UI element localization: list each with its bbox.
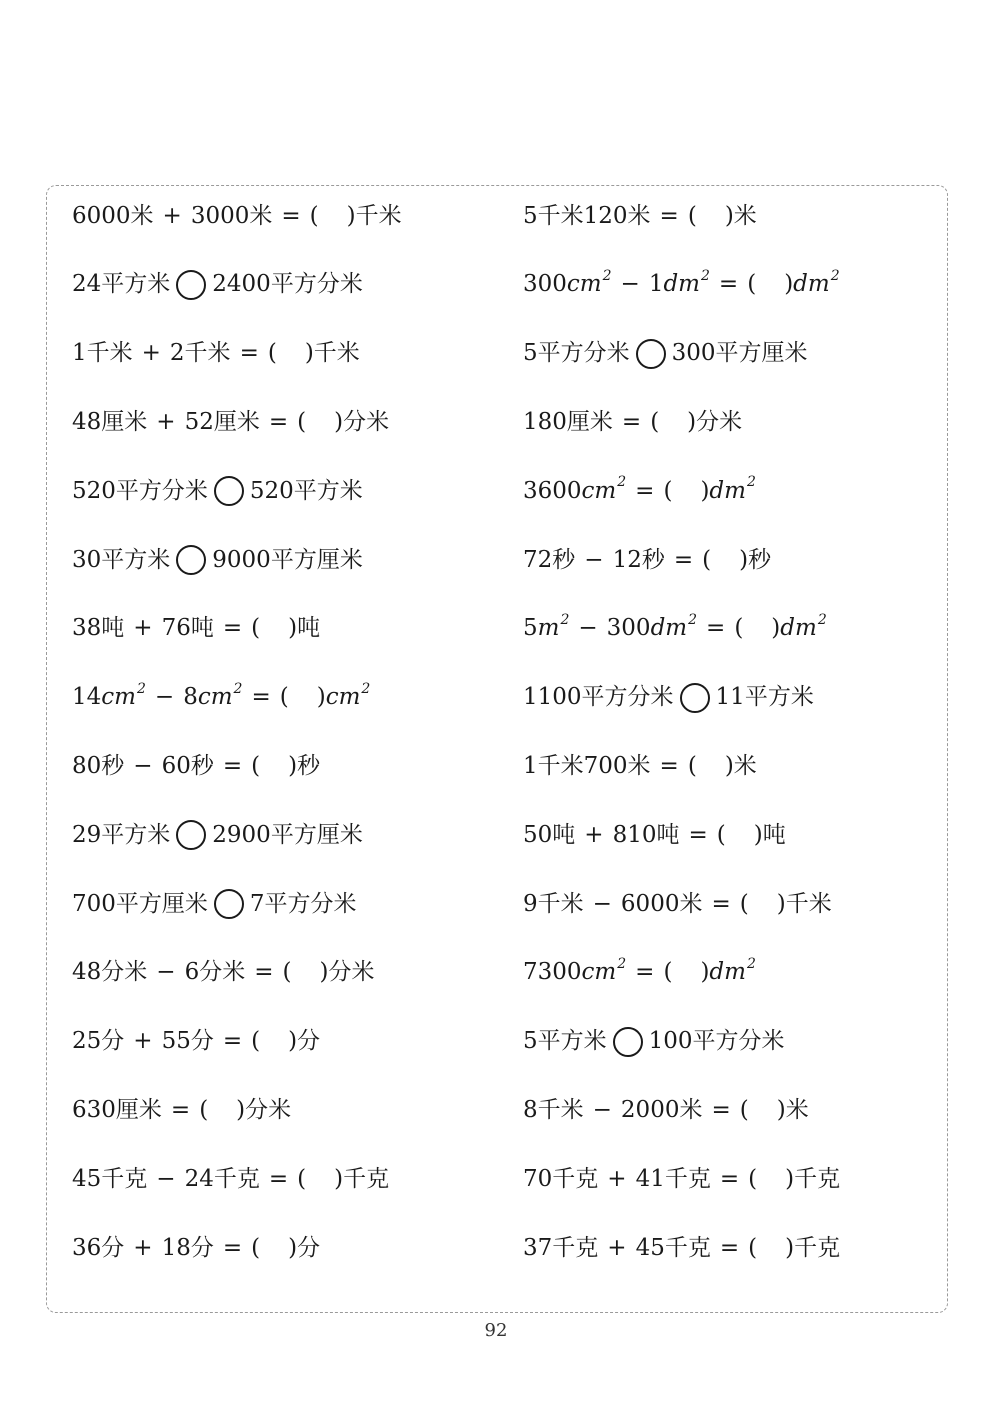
- operator: −: [156, 1165, 176, 1192]
- term-text: 45千克: [72, 1165, 148, 1192]
- unit-exponent: 2: [136, 680, 146, 697]
- term-text: ): [700, 477, 710, 504]
- compare-circle[interactable]: [176, 820, 206, 850]
- operator: +: [607, 1165, 627, 1192]
- term-text: )分: [288, 1234, 321, 1261]
- unit: [709, 474, 756, 504]
- term-text: (: [663, 477, 673, 504]
- term-text: 60秒: [161, 752, 214, 779]
- operator: =: [718, 271, 739, 298]
- operator: =: [222, 752, 243, 779]
- term-text: 3600: [523, 477, 582, 504]
- operator: =: [711, 1096, 731, 1123]
- operator: =: [635, 477, 655, 504]
- exercise-left-12: [72, 953, 374, 993]
- compare-circle[interactable]: [680, 683, 710, 713]
- operator: =: [659, 752, 679, 779]
- unit-exponent: 2: [617, 955, 627, 972]
- unit-text: dm: [663, 271, 700, 298]
- unit: [793, 267, 840, 298]
- term-text: )千米: [346, 202, 402, 229]
- operator: =: [222, 1028, 243, 1055]
- exercise-left-4: [72, 402, 389, 442]
- term-text: )分米: [334, 408, 390, 435]
- unit: [325, 680, 371, 711]
- exercise-left-10: [72, 815, 363, 855]
- term-text: (: [716, 821, 726, 848]
- term-text: 300: [523, 271, 567, 298]
- operator: =: [659, 202, 679, 229]
- term-text: 1100平方分米: [523, 684, 674, 711]
- term-text: (: [251, 615, 261, 642]
- operator: +: [133, 1028, 153, 1055]
- unit: [101, 680, 146, 711]
- unit: [581, 955, 627, 986]
- term-text: 36分: [72, 1234, 125, 1261]
- term-text: 72秒: [523, 546, 576, 573]
- term-text: ): [771, 615, 781, 642]
- exercise-right-8: [523, 678, 814, 718]
- exercise-right-11: [523, 884, 832, 924]
- operator: =: [673, 546, 694, 573]
- operator: =: [268, 408, 289, 435]
- term-text: 70千克: [523, 1165, 599, 1192]
- unit-text: cm: [197, 684, 233, 711]
- operator: =: [635, 959, 655, 986]
- term-text: 1: [648, 271, 664, 298]
- exercise-right-2: [523, 265, 840, 305]
- operator: =: [222, 1234, 243, 1261]
- term-text: 1千米: [72, 340, 133, 367]
- unit-text: cm: [325, 684, 361, 711]
- compare-circle[interactable]: [613, 1027, 643, 1057]
- operator: =: [621, 408, 642, 435]
- term-text: 6分米: [184, 959, 246, 986]
- unit-text: dm: [709, 959, 746, 986]
- term-text: (: [297, 408, 307, 435]
- unit: [581, 474, 627, 504]
- unit: [197, 680, 243, 711]
- term-text: 2千米: [169, 340, 231, 367]
- term-text: )米: [724, 752, 757, 779]
- term-text: 700平方厘米: [72, 890, 208, 917]
- operator: =: [222, 615, 243, 642]
- unit-text: cm: [581, 959, 617, 986]
- unit-exponent: 2: [701, 267, 710, 284]
- operator: +: [133, 1234, 153, 1261]
- exercise-right-10: [523, 815, 786, 855]
- unit: [537, 611, 570, 642]
- unit-exponent: 2: [361, 680, 371, 697]
- term-text: 1千米700米: [523, 752, 651, 779]
- compare-circle[interactable]: [636, 339, 666, 369]
- unit: [709, 955, 756, 986]
- unit-exponent: 2: [233, 680, 243, 697]
- term-text: )千克: [785, 1234, 841, 1261]
- term-text: (: [282, 959, 292, 986]
- unit-exponent: 2: [746, 474, 756, 491]
- exercise-right-16: [523, 1228, 840, 1268]
- term-text: )吨: [288, 615, 321, 642]
- page-number: 92: [484, 1320, 508, 1341]
- unit-exponent: 2: [617, 474, 627, 491]
- term-text: 12秒: [612, 546, 665, 573]
- operator: =: [254, 959, 274, 986]
- term-text: (: [267, 340, 277, 367]
- unit-text: m: [537, 615, 560, 642]
- exercise-right-1: [523, 196, 757, 236]
- exercise-right-6: [523, 540, 771, 580]
- exercise-right-3: [523, 334, 808, 374]
- term-text: 38吨: [72, 615, 125, 642]
- unit-exponent: 2: [746, 955, 756, 972]
- unit-exponent: 2: [817, 611, 827, 628]
- term-text: 41千克: [635, 1165, 711, 1192]
- term-text: 300: [606, 615, 651, 642]
- term-text: )分米: [236, 1096, 292, 1123]
- exercise-left-16: [72, 1228, 320, 1268]
- exercise-right-9: [523, 746, 757, 786]
- exercise-right-12: [523, 953, 756, 993]
- term-text: 520平方分米: [72, 477, 208, 504]
- term-text: (: [702, 546, 712, 573]
- term-text: 30平方米: [72, 546, 171, 573]
- exercise-left-5: [72, 471, 363, 511]
- operator: =: [719, 1165, 740, 1192]
- compare-circle[interactable]: [214, 889, 244, 919]
- term-text: )吨: [753, 821, 786, 848]
- term-text: (: [309, 202, 319, 229]
- term-text: (: [748, 1165, 758, 1192]
- term-text: 5千米120米: [523, 202, 651, 229]
- operator: =: [268, 1165, 289, 1192]
- term-text: 7300: [523, 959, 582, 986]
- unit-exponent: 2: [560, 611, 570, 628]
- term-text: 2000米: [620, 1096, 703, 1123]
- operator: =: [719, 1234, 740, 1261]
- operator: −: [154, 684, 175, 711]
- operator: −: [578, 615, 598, 642]
- unit: [663, 267, 710, 298]
- operator: −: [133, 752, 153, 779]
- term-text: )秒: [739, 546, 772, 573]
- unit-text: dm: [780, 615, 817, 642]
- term-text: ): [784, 271, 794, 298]
- operator: =: [706, 615, 726, 642]
- term-text: 80秒: [72, 752, 125, 779]
- term-text: 9000平方厘米: [212, 546, 363, 573]
- term-text: 5: [523, 615, 538, 642]
- term-text: 45千克: [635, 1234, 711, 1261]
- term-text: )米: [724, 202, 757, 229]
- term-text: (: [663, 959, 673, 986]
- unit: [780, 611, 827, 642]
- term-text: (: [739, 1096, 749, 1123]
- term-text: 50吨: [523, 821, 576, 848]
- term-text: 14: [72, 684, 102, 711]
- operator: +: [162, 202, 182, 229]
- exercise-left-13: [72, 1022, 320, 1062]
- exercise-left-15: [72, 1159, 389, 1199]
- term-text: )分: [288, 1028, 321, 1055]
- compare-circle[interactable]: [176, 545, 206, 575]
- term-text: 3000米: [190, 202, 273, 229]
- term-text: 18分: [161, 1234, 214, 1261]
- exercise-left-7: [72, 609, 320, 649]
- term-text: 8: [183, 684, 198, 711]
- term-text: )千米: [304, 340, 360, 367]
- term-text: )分米: [319, 959, 375, 986]
- operator: +: [607, 1234, 627, 1261]
- term-text: 6000米: [72, 202, 154, 229]
- operator: −: [156, 959, 176, 986]
- exercise-right-5: [523, 471, 756, 511]
- term-text: (: [297, 1165, 307, 1192]
- term-text: (: [199, 1096, 209, 1123]
- exercise-left-2: [72, 265, 363, 305]
- term-text: 100平方分米: [648, 1028, 785, 1055]
- exercise-left-14: [72, 1090, 291, 1130]
- exercise-left-1: [72, 196, 402, 236]
- exercise-right-7: [523, 609, 827, 649]
- term-text: 37千克: [523, 1234, 599, 1261]
- operator: =: [251, 684, 271, 711]
- exercise-right-13: [523, 1022, 785, 1062]
- operator: −: [592, 1096, 612, 1123]
- operator: −: [592, 890, 612, 917]
- unit-text: cm: [581, 477, 617, 504]
- operator: =: [711, 890, 731, 917]
- term-text: 48厘米: [72, 408, 148, 435]
- term-text: (: [747, 271, 757, 298]
- unit: [566, 267, 612, 298]
- term-text: 520平方米: [249, 477, 363, 504]
- operator: +: [156, 408, 176, 435]
- term-text: 810吨: [612, 821, 680, 848]
- term-text: ): [316, 684, 326, 711]
- operator: =: [170, 1096, 191, 1123]
- term-text: 2900平方厘米: [212, 821, 363, 848]
- term-text: 5平方分米: [523, 340, 630, 367]
- term-text: ): [700, 959, 710, 986]
- term-text: )米: [776, 1096, 809, 1123]
- term-text: 5平方米: [523, 1028, 607, 1055]
- exercise-right-4: [523, 402, 742, 442]
- compare-circle[interactable]: [214, 476, 244, 506]
- term-text: 6000米: [620, 890, 703, 917]
- unit-exponent: 2: [602, 267, 612, 284]
- term-text: (: [251, 1028, 261, 1055]
- term-text: )千克: [334, 1165, 390, 1192]
- term-text: 11平方米: [715, 684, 814, 711]
- term-text: (: [650, 408, 660, 435]
- unit-exponent: 2: [830, 267, 840, 284]
- unit-exponent: 2: [688, 611, 698, 628]
- term-text: )秒: [288, 752, 321, 779]
- term-text: 29平方米: [72, 821, 171, 848]
- operator: +: [141, 340, 161, 367]
- term-text: 8千米: [523, 1096, 584, 1123]
- term-text: 52厘米: [184, 408, 260, 435]
- unit: [650, 611, 698, 642]
- term-text: 48分米: [72, 959, 148, 986]
- term-text: 76吨: [161, 615, 214, 642]
- exercise-left-11: [72, 884, 357, 924]
- exercise-right-14: [523, 1090, 809, 1130]
- term-text: 180厘米: [523, 408, 613, 435]
- exercise-left-6: [72, 540, 363, 580]
- term-text: 2400平方分米: [212, 271, 363, 298]
- unit-text: dm: [650, 615, 688, 642]
- term-text: 25分: [72, 1028, 125, 1055]
- term-text: )千米: [776, 890, 832, 917]
- unit-text: cm: [101, 684, 136, 711]
- term-text: 300平方厘米: [671, 340, 808, 367]
- term-text: )分米: [687, 408, 743, 435]
- exercise-left-9: [72, 746, 320, 786]
- unit-text: dm: [709, 477, 746, 504]
- term-text: 630厘米: [72, 1096, 162, 1123]
- operator: =: [281, 202, 301, 229]
- term-text: 9千米: [523, 890, 584, 917]
- term-text: (: [739, 890, 749, 917]
- exercise-left-3: [72, 334, 360, 374]
- term-text: )千克: [785, 1165, 841, 1192]
- term-text: 24千克: [184, 1165, 260, 1192]
- operator: +: [133, 615, 153, 642]
- term-text: 55分: [161, 1028, 214, 1055]
- exercise-right-15: [523, 1159, 840, 1199]
- exercise-left-8: [72, 678, 370, 718]
- operator: −: [584, 546, 604, 573]
- term-text: 24平方米: [72, 271, 171, 298]
- term-text: (: [748, 1234, 758, 1261]
- unit-text: dm: [793, 271, 830, 298]
- operator: =: [239, 340, 259, 367]
- term-text: (: [251, 1234, 261, 1261]
- term-text: (: [279, 684, 289, 711]
- term-text: 7平方分米: [249, 890, 357, 917]
- operator: =: [688, 821, 708, 848]
- operator: +: [584, 821, 604, 848]
- term-text: (: [251, 752, 261, 779]
- term-text: (: [687, 202, 697, 229]
- operator: −: [620, 271, 640, 298]
- term-text: (: [734, 615, 744, 642]
- term-text: (: [687, 752, 697, 779]
- unit-text: cm: [566, 271, 602, 298]
- compare-circle[interactable]: [176, 270, 206, 300]
